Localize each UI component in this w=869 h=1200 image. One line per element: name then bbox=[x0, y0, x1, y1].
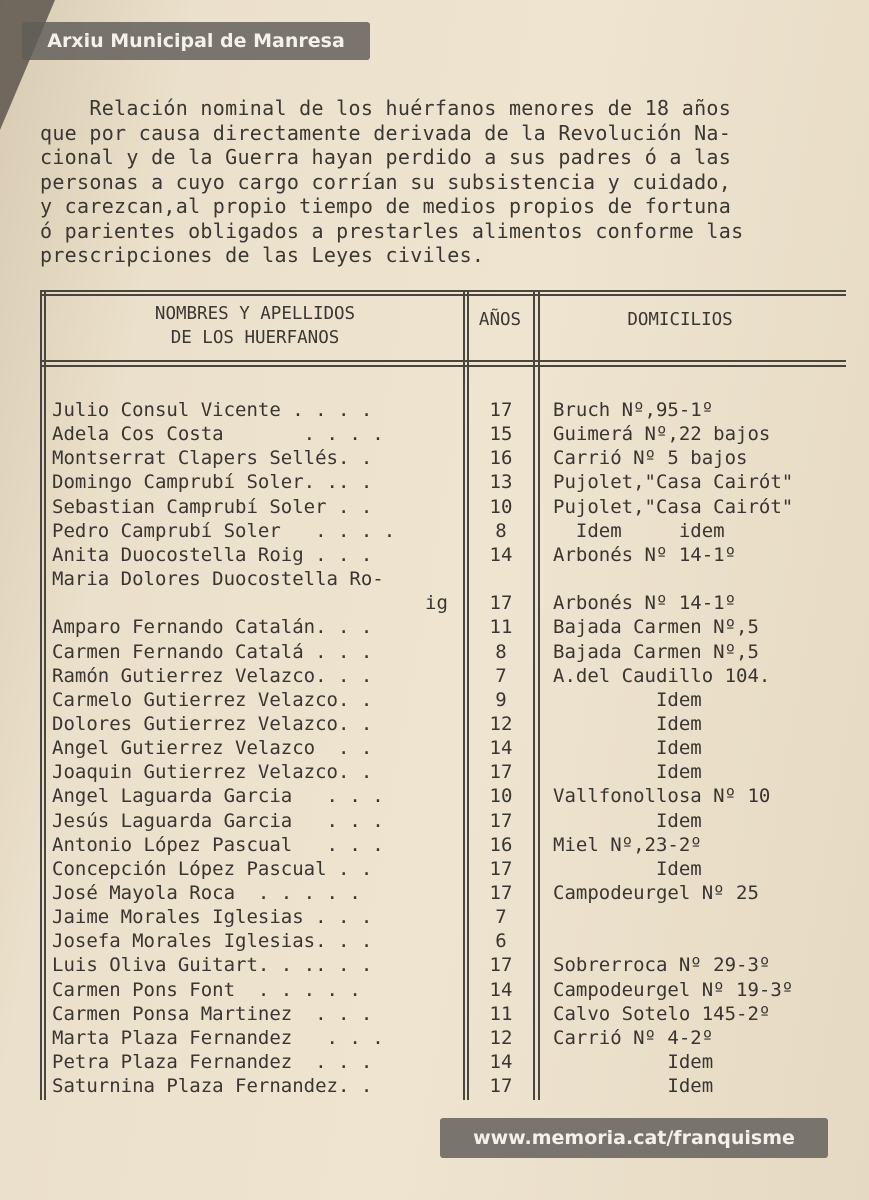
table-row bbox=[0, 736, 869, 760]
orphan-address: Carrió Nº 4-2º bbox=[553, 1026, 714, 1049]
intro-line: y carezcan,al propio tiempo de medios propios de fortuna bbox=[40, 194, 732, 218]
table-row bbox=[0, 760, 869, 784]
orphan-name: Carmen Fernando Catalá . . . bbox=[52, 640, 373, 663]
table-top-rule bbox=[40, 290, 846, 292]
orphan-name: ig bbox=[425, 592, 448, 615]
orphan-age: 8 bbox=[495, 640, 507, 663]
orphan-age: 17 bbox=[489, 809, 513, 832]
orphan-name: José Mayola Roca . . . . . bbox=[52, 882, 361, 904]
orphan-age: 13 bbox=[489, 471, 513, 494]
orphan-address: Idem bbox=[553, 1051, 714, 1074]
website-watermark: www.memoria.cat/franquisme bbox=[440, 1118, 828, 1158]
table-row bbox=[0, 664, 869, 688]
table-row bbox=[0, 833, 869, 857]
orphan-name: Dolores Gutierrez Velazco. . bbox=[52, 712, 373, 735]
intro-line: personas a cuyo cargo corrían su subsistencia y cuidado, bbox=[40, 169, 732, 194]
header-names bbox=[60, 302, 450, 350]
table-row bbox=[0, 446, 869, 470]
orphan-address: Campodeurgel Nº 19-3º bbox=[553, 978, 794, 1001]
table-row bbox=[0, 1026, 869, 1050]
orphan-address: Idem bbox=[553, 737, 702, 760]
orphan-address: Idem bbox=[553, 857, 702, 880]
header-names-line2: DE LOS HUERFANOS bbox=[170, 328, 340, 348]
orphan-address: Idem bbox=[553, 761, 702, 784]
orphan-age: 12 bbox=[489, 1026, 513, 1049]
orphan-address: Vallfonollosa Nº 10 bbox=[553, 785, 771, 808]
orphan-name: Anita Duocostella Roig . . . bbox=[52, 543, 373, 566]
intro-line: Relación nominal de los huérfanos menores de 18 años bbox=[40, 96, 732, 120]
table-row bbox=[0, 857, 869, 881]
header-bottom-rule bbox=[40, 360, 846, 362]
orphan-address: Arbonés Nº 14-1º bbox=[553, 543, 737, 566]
orphan-age: 17 bbox=[489, 954, 513, 977]
orphan-age: 17 bbox=[489, 399, 513, 421]
table-row bbox=[0, 422, 869, 446]
orphan-address: Bajada Carmen Nº,5 bbox=[553, 640, 759, 663]
orphan-name: Concepción López Pascual . . bbox=[52, 857, 373, 880]
orphan-name: Carmelo Gutierrez Velazco. . bbox=[52, 688, 373, 711]
orphan-address: Idem bbox=[553, 712, 702, 735]
orphan-name: Montserrat Clapers Sellés. . bbox=[52, 447, 373, 470]
table-row bbox=[0, 809, 869, 833]
table-row bbox=[0, 398, 869, 422]
orphan-name: Luis Oliva Guitart. . .. . . bbox=[52, 954, 373, 977]
table-row bbox=[0, 784, 869, 808]
orphan-age: 16 bbox=[489, 447, 513, 470]
orphan-address: Sobrerroca Nº 29-3º bbox=[553, 954, 771, 977]
orphan-name: Carmen Ponsa Martinez . . . bbox=[52, 1002, 373, 1025]
table-row bbox=[0, 1074, 869, 1098]
orphan-address: Bajada Carmen Nº,5 bbox=[553, 616, 759, 639]
header-age: AÑOS bbox=[478, 310, 522, 330]
orphan-age: 7 bbox=[495, 906, 507, 929]
table-row bbox=[0, 519, 869, 543]
orphan-age: 14 bbox=[489, 978, 513, 1001]
table-row bbox=[0, 881, 869, 905]
orphan-name: Julio Consul Vicente . . . . bbox=[52, 399, 373, 421]
table-row bbox=[0, 1002, 869, 1026]
header-names-line1: NOMBRES Y APELLIDOS bbox=[154, 304, 356, 324]
table-row bbox=[0, 712, 869, 736]
table-row bbox=[0, 929, 869, 953]
orphan-address: Miel Nº,23-2º bbox=[553, 833, 702, 856]
orphan-address: Carrió Nº 5 bajos bbox=[553, 447, 748, 470]
orphan-name: Jesús Laguarda Garcia . . . bbox=[52, 809, 384, 832]
table-row bbox=[0, 567, 869, 591]
orphan-age: 16 bbox=[489, 833, 513, 856]
intro-line: ó parientes obligados a prestarles alimentos conforme las bbox=[40, 218, 744, 243]
intro-paragraph bbox=[40, 96, 860, 268]
orphan-name: Josefa Morales Iglesias. . . bbox=[52, 930, 373, 953]
orphan-age: 9 bbox=[495, 688, 507, 711]
orphan-age: 15 bbox=[489, 423, 513, 446]
orphan-name: Saturnina Plaza Fernandez. . bbox=[52, 1075, 373, 1098]
orphan-age: 11 bbox=[489, 1002, 513, 1025]
table-row bbox=[0, 640, 869, 664]
orphan-name: Pedro Camprubí Soler . . . . bbox=[52, 519, 396, 542]
header-bottom-rule-double bbox=[40, 365, 846, 367]
orphan-address: Arbonés Nº 14-1º bbox=[553, 592, 737, 615]
table-row bbox=[0, 978, 869, 1002]
orphan-address: Campodeurgel Nº 25 bbox=[553, 882, 759, 904]
intro-line: que por causa directamente derivada de la Revolución Na- bbox=[40, 120, 732, 145]
orphan-address: Pujolet,"Casa Cairót" bbox=[553, 495, 794, 518]
orphan-age: 17 bbox=[489, 1075, 513, 1098]
orphan-age: 17 bbox=[489, 592, 513, 615]
orphan-address: Pujolet,"Casa Cairót" bbox=[553, 471, 794, 494]
orphan-name: Antonio López Pascual . . . bbox=[52, 833, 384, 856]
orphan-age: 6 bbox=[495, 930, 507, 953]
table-row bbox=[0, 591, 869, 615]
orphan-age: 8 bbox=[495, 519, 507, 542]
orphan-address: Bruch Nº,95-1º bbox=[553, 399, 714, 421]
table-row bbox=[0, 953, 869, 977]
orphan-name: Amparo Fernando Catalán. . . bbox=[52, 616, 373, 639]
orphan-name: Joaquin Gutierrez Velazco. . bbox=[52, 761, 373, 784]
archive-watermark: Arxiu Municipal de Manresa bbox=[22, 22, 370, 60]
orphan-age: 10 bbox=[489, 495, 513, 518]
table-row bbox=[0, 470, 869, 494]
orphan-name: Carmen Pons Font . . . . . bbox=[52, 978, 361, 1001]
table-row bbox=[0, 495, 869, 519]
orphan-name: Angel Laguarda Garcia . . . bbox=[52, 785, 384, 808]
orphan-name: Petra Plaza Fernandez . . . bbox=[52, 1051, 373, 1074]
orphan-name: Adela Cos Costa . . . . bbox=[52, 423, 384, 446]
orphan-age: 10 bbox=[489, 785, 513, 808]
orphan-name: Marta Plaza Fernandez . . . bbox=[52, 1026, 384, 1049]
orphan-address: Calvo Sotelo 145-2º bbox=[553, 1002, 771, 1025]
table-top-rule-double bbox=[40, 294, 846, 296]
orphan-age: 11 bbox=[489, 616, 513, 639]
orphan-age: 14 bbox=[489, 737, 513, 760]
header-address: DOMICILIOS bbox=[627, 310, 733, 330]
orphan-age: 17 bbox=[489, 882, 513, 904]
orphan-name: Sebastian Camprubí Soler . . bbox=[52, 495, 373, 518]
orphan-address: Idem bbox=[553, 809, 702, 832]
orphan-age: 12 bbox=[489, 712, 513, 735]
table-row bbox=[0, 615, 869, 639]
orphan-name: Maria Dolores Duocostella Ro- bbox=[52, 568, 384, 591]
orphan-age: 14 bbox=[489, 543, 513, 566]
orphan-name: Angel Gutierrez Velazco . . bbox=[52, 737, 373, 760]
orphan-address: Idem bbox=[553, 688, 702, 711]
table-row bbox=[0, 905, 869, 929]
orphan-address: Guimerá Nº,22 bajos bbox=[553, 423, 771, 446]
table-row bbox=[0, 1050, 869, 1074]
intro-line: cional y de la Guerra hayan perdido a sus padres ó a las bbox=[40, 145, 732, 169]
orphan-address: A.del Caudillo 104. bbox=[553, 664, 771, 687]
orphan-name: Jaime Morales Iglesias . . . bbox=[52, 906, 373, 929]
table-row bbox=[0, 543, 869, 567]
orphan-age: 7 bbox=[495, 664, 507, 687]
intro-line: prescripciones de las Leyes civiles. bbox=[40, 243, 485, 267]
orphan-age: 14 bbox=[489, 1051, 513, 1074]
orphan-address: Idem idem bbox=[553, 519, 725, 542]
orphan-age: 17 bbox=[489, 857, 513, 880]
table-row bbox=[0, 688, 869, 712]
orphan-name: Domingo Camprubí Soler. .. . bbox=[52, 471, 373, 494]
orphan-address: Idem bbox=[553, 1075, 714, 1098]
orphan-name: Ramón Gutierrez Velazco. . . bbox=[52, 664, 373, 687]
orphan-age: 17 bbox=[489, 761, 513, 784]
